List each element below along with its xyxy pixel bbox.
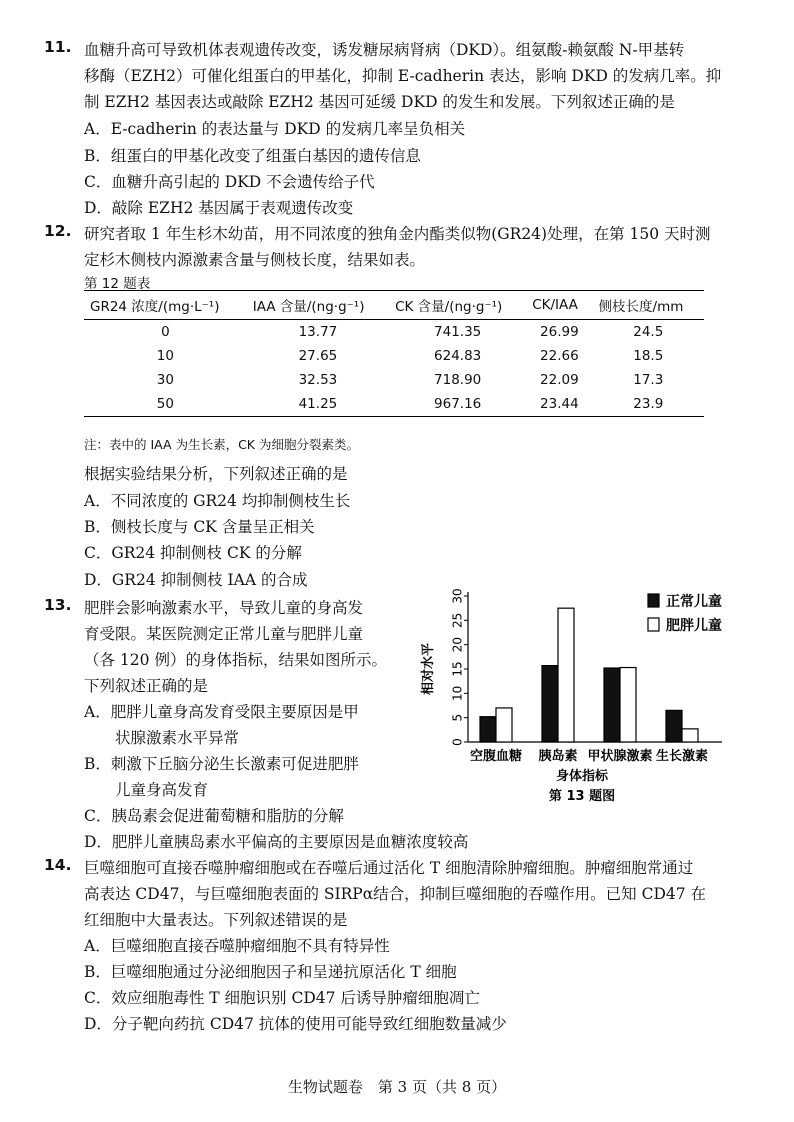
- y-tick-label: 10: [450, 685, 465, 701]
- table-header: IAA 含量/(ng·g⁻¹): [247, 291, 389, 320]
- table-cell: 13.77: [298, 324, 338, 340]
- table-cell: 22.66: [540, 348, 579, 364]
- table-cell: 22.09: [540, 372, 579, 388]
- option-c: C．胰岛素会促进葡萄糖和脂肪的分解: [84, 807, 344, 825]
- table-cell: 718.90: [434, 372, 482, 388]
- table-cell: 967.16: [389, 392, 526, 417]
- x-tick-label: 生长激素: [655, 749, 709, 764]
- option-d: D．敲除 EZH2 基因属于表观遗传改变: [84, 199, 354, 217]
- y-tick-label: 0: [450, 738, 465, 746]
- bar: [542, 666, 558, 742]
- option-c: C．血糖升高引起的 DKD 不会遗传给子代: [84, 173, 375, 191]
- table-cell: 624.83: [434, 348, 482, 364]
- table-row: [84, 368, 704, 392]
- question-number: 11.: [44, 38, 72, 56]
- table-cell: 18.5: [633, 348, 664, 364]
- page-footer: 生物试题卷 第 3 页（共 8 页）: [287, 1078, 507, 1096]
- table-header: CK/IAA: [526, 291, 592, 320]
- option-b-cont: 儿童身高发育: [84, 781, 209, 799]
- legend-label: 肥胖儿童: [666, 618, 722, 634]
- question-text: 高表达 CD47，与巨噬细胞表面的 SIRPα结合，抑制巨噬细胞的吞噬作用。已知 CD47 在: [84, 885, 707, 903]
- bar: [604, 668, 620, 742]
- question-text: 下列叙述正确的是: [84, 677, 209, 695]
- data-table: [84, 290, 704, 417]
- question-text: 红细胞中大量表达。下列叙述错误的是: [84, 911, 348, 929]
- table-cell: 10: [156, 348, 174, 364]
- table-cell: 32.53: [298, 372, 338, 388]
- bar: [496, 708, 512, 742]
- y-tick-label: 25: [450, 612, 465, 628]
- y-tick-label: 15: [450, 661, 465, 677]
- legend-label: 正常儿童: [666, 594, 722, 610]
- table-cell: 741.35: [434, 324, 482, 340]
- question-text: 定杉木侧枝内源激素含量与侧枝长度，结果如表。: [84, 251, 426, 269]
- bar: [480, 717, 496, 742]
- legend-swatch: [648, 618, 659, 631]
- option-b: B．巨噬细胞通过分泌细胞因子和呈递抗原活化 T 细胞: [84, 963, 457, 981]
- question-stem: 根据实验结果分析，下列叙述正确的是: [84, 465, 348, 483]
- question-text: 血糖升高可导致机体表观遗传改变，诱发糖尿病肾病（DKD）。组氨酸-赖氨酸 N-甲基转: [84, 41, 685, 59]
- bar: [666, 710, 682, 742]
- question-number: 14.: [44, 856, 72, 874]
- question-text: 研究者取 1 年生杉木幼苗，用不同浓度的独角金内酯类似物(GR24)处理，在第 150 天时测: [84, 225, 711, 243]
- chart-caption: 第 13 题图: [548, 789, 616, 804]
- bar: [558, 608, 574, 742]
- table-note: 注：表中的 IAA 为生长素，CK 为细胞分裂素类。: [84, 437, 359, 452]
- x-tick-label: 胰岛素: [538, 749, 578, 764]
- table-header: 侧枝长度/mm: [593, 291, 704, 320]
- chart-legend: [648, 593, 722, 634]
- table-cell: 41.25: [247, 392, 389, 417]
- y-tick-label: 5: [450, 713, 465, 722]
- bar: [620, 668, 636, 742]
- x-axis-label: 身体指标: [555, 769, 609, 784]
- table-row: [84, 320, 704, 345]
- option-a: A．肥胖儿童身高发育受限主要原因是甲: [84, 703, 359, 721]
- y-tick-label: 30: [450, 588, 465, 604]
- option-a: A．不同浓度的 GR24 均抑制侧枝生长: [84, 492, 351, 510]
- option-d: D．分子靶向药抗 CD47 抗体的使用可能导致红细胞数量减少: [84, 1015, 507, 1033]
- question-text: 肥胖会影响激素水平，导致儿童的身高发: [84, 599, 364, 617]
- question-text: 移酶（EZH2）可催化组蛋白的甲基化，抑制 E-cadherin 表达，影响 DKD 的发病几率。抑: [84, 67, 722, 85]
- question-text: 制 EZH2 基因表达或敲除 EZH2 基因可延缓 DKD 的发生和发展。下列叙述正确的是: [84, 93, 675, 111]
- legend-swatch: [648, 594, 659, 607]
- option-a-cont: 状腺激素水平异常: [84, 729, 240, 747]
- question-text: 巨噬细胞可直接吞噬肿瘤细胞或在吞噬后通过活化 T 细胞清除肿瘤细胞。肿瘤细胞常通过: [84, 859, 694, 877]
- x-tick-label: 甲状腺激素: [587, 749, 653, 764]
- y-tick-label: 20: [450, 637, 465, 653]
- table-cell: 23.44: [526, 392, 592, 417]
- option-c: C．GR24 抑制侧枝 CK 的分解: [84, 544, 302, 562]
- x-tick-label: 空腹血糖: [469, 749, 523, 764]
- table-cell: 17.3: [633, 372, 664, 388]
- bar: [682, 729, 698, 742]
- y-axis-label: 相对水平: [421, 642, 436, 696]
- table-row: [84, 344, 704, 368]
- chart-labels: [470, 748, 708, 804]
- option-b: B．刺激下丘脑分泌生长激素可促进肥胖: [84, 755, 359, 773]
- option-a: A．巨噬细胞直接吞噬肿瘤细胞不具有特异性: [84, 937, 390, 955]
- bar-chart: [420, 576, 760, 816]
- option-d: D．GR24 抑制侧枝 IAA 的合成: [84, 571, 308, 589]
- option-b: B．侧枝长度与 CK 含量呈正相关: [84, 518, 315, 536]
- table-caption: 第 12 题表: [84, 276, 151, 292]
- table-cell: 30: [156, 372, 174, 388]
- question-text: 育受限。某医院测定正常儿童与肥胖儿童: [84, 625, 364, 643]
- question-number: 12.: [44, 222, 72, 240]
- table-header: CK 含量/(ng·g⁻¹): [389, 291, 526, 320]
- table-header: GR24 浓度/(mg·L⁻¹): [84, 291, 247, 320]
- table-cell: 0: [161, 324, 170, 340]
- option-c: C．效应细胞毒性 T 细胞识别 CD47 后诱导肿瘤细胞凋亡: [84, 989, 480, 1007]
- table-cell: 50: [84, 392, 247, 417]
- question-text: （各 120 例）的身体指标，结果如图所示。: [84, 651, 387, 669]
- table-cell: 24.5: [633, 324, 664, 340]
- table-cell: 23.9: [593, 392, 704, 417]
- table-cell: 27.65: [298, 348, 338, 364]
- option-a: A．E-cadherin 的表达量与 DKD 的发病几率呈负相关: [84, 120, 466, 138]
- option-d: D．肥胖儿童胰岛素水平偏高的主要原因是血糖浓度较高: [84, 833, 469, 851]
- question-number: 13.: [44, 596, 72, 614]
- table-row: [84, 392, 704, 417]
- option-b: B．组蛋白的甲基化改变了组蛋白基因的遗传信息: [84, 147, 421, 165]
- table-cell: 26.99: [540, 324, 579, 340]
